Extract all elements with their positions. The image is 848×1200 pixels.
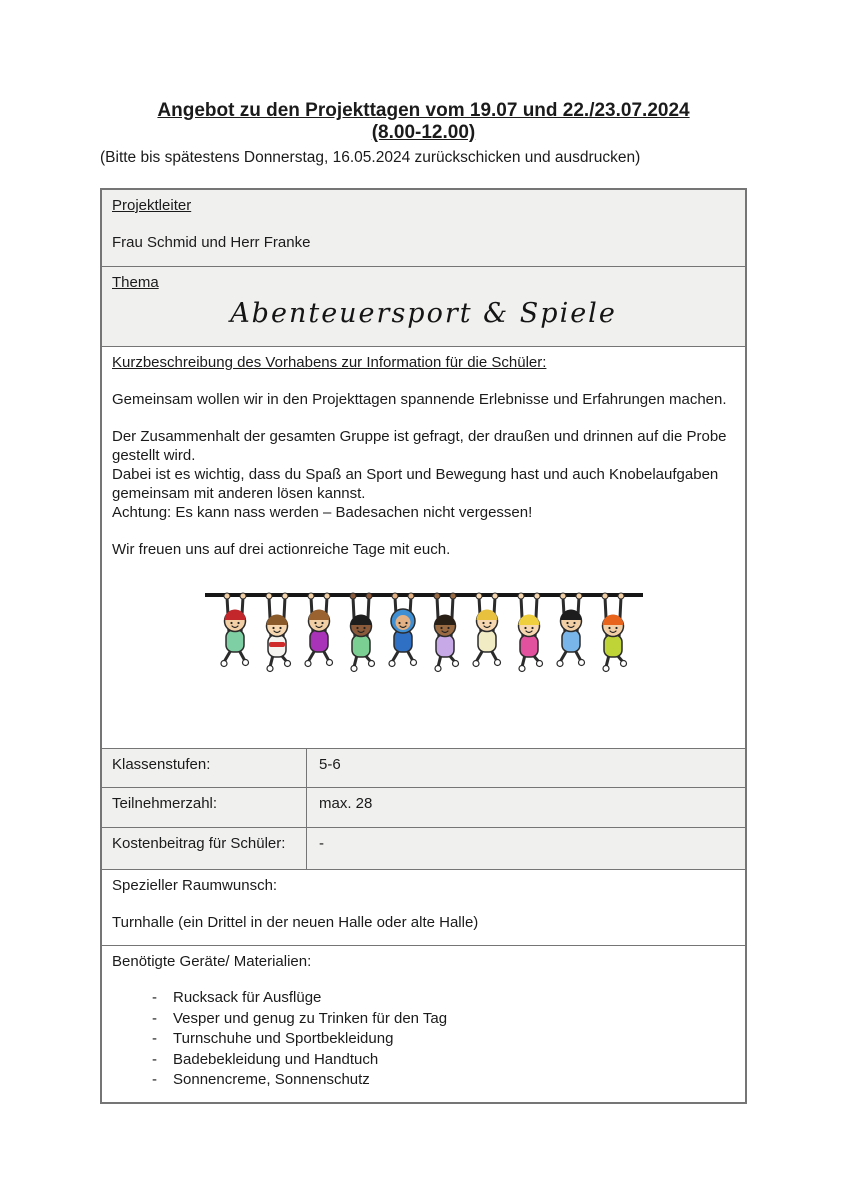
material-label: Benötigte Geräte/ Materialien: <box>112 953 312 970</box>
blank-line <box>112 409 735 427</box>
description-paragraph-1: Gemeinsam wollen wir in den Projekttagen spannende Erlebnisse und Erfahrungen machen. <box>112 391 727 408</box>
return-instructions-note: (Bitte bis spätestens Donnerstag, 16.05.2024 zurückschicken und ausdrucken) <box>100 149 641 166</box>
list-item <box>152 1029 735 1050</box>
list-bullet: - <box>152 1071 157 1088</box>
title-line-2: (8.00-12.00) <box>371 122 476 143</box>
list-bullet: - <box>152 1009 157 1027</box>
thema-value: Abenteuersport & Spiele <box>230 298 617 329</box>
klassenstufen-row <box>102 749 745 788</box>
description-paragraph-2-line-2: Dabei ist es wichtig, dass du Spaß an Sport und Bewegung hast und auch Knobelaufgaben gemeinsam mit anderen lösen kannst. <box>112 466 719 502</box>
title-line-1: Angebot zu den Projekttagen vom 19.07 und 22./23.07.2024 <box>157 100 690 121</box>
blank-line <box>112 215 735 233</box>
blank-line <box>112 372 735 390</box>
description-paragraph-2-line-3: Achtung: Es kann nass werden – Badesachen nicht vergessen! <box>112 504 533 521</box>
list-item <box>152 988 735 1009</box>
projektleiter-value: Frau Schmid und Herr Franke <box>112 234 311 251</box>
material-item-4: Badebekleidung und Handtuch <box>173 1050 379 1068</box>
list-bullet: - <box>152 1030 157 1047</box>
material-item-5: Sonnencreme, Sonnenschutz <box>173 1071 370 1088</box>
thema-label: Thema <box>112 274 159 291</box>
list-item <box>152 1070 735 1091</box>
kostenbeitrag-label: Kostenbeitrag für Schüler: <box>102 828 307 869</box>
projektleiter-label: Projektleiter <box>112 197 192 214</box>
raumwunsch-row <box>102 870 745 946</box>
kostenbeitrag-value: - <box>319 835 324 852</box>
list-bullet: - <box>152 1050 157 1068</box>
material-list <box>112 988 735 1091</box>
page-title <box>100 100 747 144</box>
kurzbeschreibung-label: Kurzbeschreibung des Vorhabens zur Information für die Schüler: <box>112 354 547 371</box>
klassenstufen-label: Klassenstufen: <box>102 749 307 787</box>
blank-line <box>112 522 735 540</box>
description-paragraph-3: Wir freuen uns auf drei actionreiche Tage mit euch. <box>112 541 451 558</box>
material-item-1: Rucksack für Ausflüge <box>173 989 322 1006</box>
children-hanging-illustration <box>199 575 649 690</box>
thema-row <box>102 267 745 347</box>
kurzbeschreibung-row <box>102 347 745 749</box>
teilnehmerzahl-label: Teilnehmerzahl: <box>102 788 307 827</box>
kostenbeitrag-row <box>102 828 745 870</box>
material-item-2: Vesper und genug zu Trinken für den Tag <box>173 1009 448 1027</box>
material-item-3: Turnschuhe und Sportbekleidung <box>173 1030 394 1047</box>
list-item <box>152 1050 735 1071</box>
description-paragraph-2-line-1: Der Zusammenhalt der gesamten Gruppe ist gefragt, der draußen und drinnen auf die Probe gestellt wird. <box>112 428 727 464</box>
list-bullet: - <box>152 989 157 1006</box>
list-item <box>152 1009 735 1030</box>
teilnehmerzahl-row <box>102 788 745 828</box>
teilnehmerzahl-value: max. 28 <box>319 795 373 812</box>
blank-line <box>112 895 735 913</box>
document-header <box>100 100 747 168</box>
raumwunsch-label: Spezieller Raumwunsch: <box>112 877 278 894</box>
klassenstufen-value: 5-6 <box>319 756 341 773</box>
raumwunsch-value: Turnhalle (ein Drittel in der neuen Halle oder alte Halle) <box>112 914 479 931</box>
project-offer-form <box>100 188 747 1104</box>
material-row <box>102 946 745 1102</box>
projektleiter-row <box>102 190 745 267</box>
